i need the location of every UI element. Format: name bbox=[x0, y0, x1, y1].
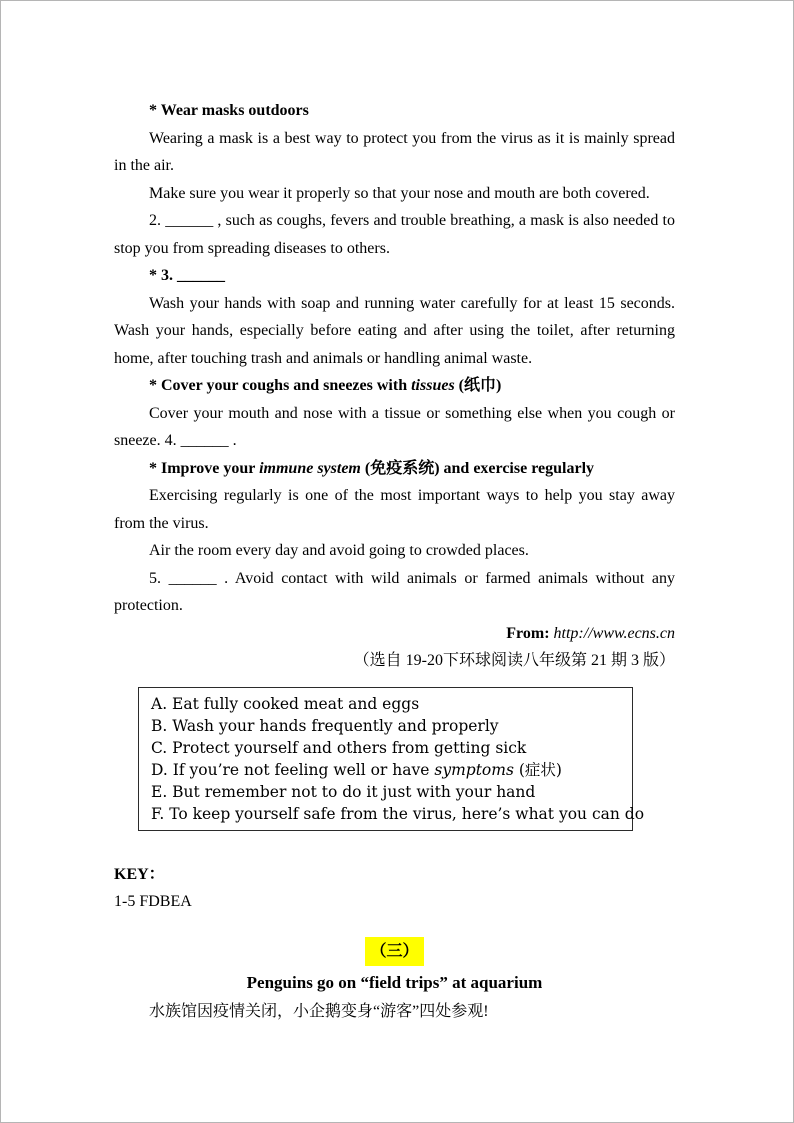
answer-options-box bbox=[138, 687, 645, 831]
heading-immune-text: * Improve your bbox=[149, 459, 260, 477]
heading-cover-coughs bbox=[114, 372, 675, 400]
paragraph-air-room: Air the room every day and avoid going to crowded places. bbox=[149, 542, 529, 559]
option-e: E. But remember not to do it just with your hand bbox=[151, 782, 536, 801]
option-f: F. To keep yourself safe from the virus, here’s what you can do bbox=[151, 804, 645, 823]
heading-cover-italic-term: tissues bbox=[411, 377, 455, 394]
section-three-marker-highlight: （三） bbox=[365, 937, 423, 966]
section-three-intro: 水族馆因疫情关闭，小企鹅变身“游客”四处参观! bbox=[149, 1003, 489, 1020]
option-d-chinese: (症状) bbox=[513, 760, 562, 779]
option-d-text: D. If you’re not feeling well or have bbox=[151, 760, 435, 779]
option-d-italic-term: symptoms bbox=[434, 760, 514, 779]
paragraph-cover-blank-4: Cover your mouth and nose with a tissue or something else when you cough or sneeze. 4. ______ . bbox=[114, 404, 675, 449]
heading-immune-italic-term: immune system bbox=[259, 459, 361, 477]
heading-immune-system bbox=[114, 455, 675, 483]
option-d bbox=[151, 759, 620, 781]
option-b: B. Wash your hands frequently and properly bbox=[151, 716, 499, 735]
source-url: http://www.ecns.cn bbox=[549, 624, 675, 642]
heading-immune-chinese: (免疫系统) and exercise regularly bbox=[360, 459, 595, 477]
section-three-title: Penguins go on “field trips” at aquarium bbox=[246, 972, 543, 992]
heading-cover-text: * Cover your coughs and sneezes with bbox=[149, 377, 412, 394]
paragraph-wash-hands: Wash your hands with soap and running water carefully for at least 15 seconds. Wash your hands, especially before eating and after using the toilet, after returning home, after touching trash and animals or handling animal waste. bbox=[114, 294, 675, 367]
option-a: A. Eat fully cooked meat and eggs bbox=[151, 694, 420, 713]
heading-blank-3: * 3. ______ bbox=[149, 267, 225, 284]
paragraph-masks-3-blank-2: 2. ______ , such as coughs, fevers and trouble breathing, a mask is also needed to stop you from spreading diseases to others. bbox=[114, 212, 675, 257]
heading-cover-chinese: (纸巾) bbox=[454, 377, 502, 394]
heading-wear-masks: * Wear masks outdoors bbox=[149, 102, 309, 119]
source-label: From: bbox=[506, 624, 550, 642]
answer-key-block bbox=[114, 861, 675, 916]
section-three-marker-line bbox=[114, 937, 675, 966]
document-content bbox=[1, 1, 793, 1026]
key-answer: 1-5 FDBEA bbox=[114, 893, 192, 910]
key-label: KEY： bbox=[114, 865, 165, 883]
source-line bbox=[114, 620, 675, 648]
paragraph-masks-1: Wearing a mask is a best way to protect you from the virus as it is mainly spread in the air. bbox=[114, 129, 675, 174]
option-c: C. Protect yourself and others from getting sick bbox=[151, 738, 527, 757]
paragraph-masks-2: Make sure you wear it properly so that your nose and mouth are both covered. bbox=[149, 184, 650, 202]
paragraph-blank-5-protection: 5. ______ . Avoid contact with wild animals or farmed animals without any protection. bbox=[114, 569, 675, 614]
paragraph-exercising: Exercising regularly is one of the most important ways to help you stay away from the virus. bbox=[114, 487, 675, 532]
attribution-line: （选自 19-20下环球阅读八年级第 21 期 3 版） bbox=[353, 652, 675, 669]
